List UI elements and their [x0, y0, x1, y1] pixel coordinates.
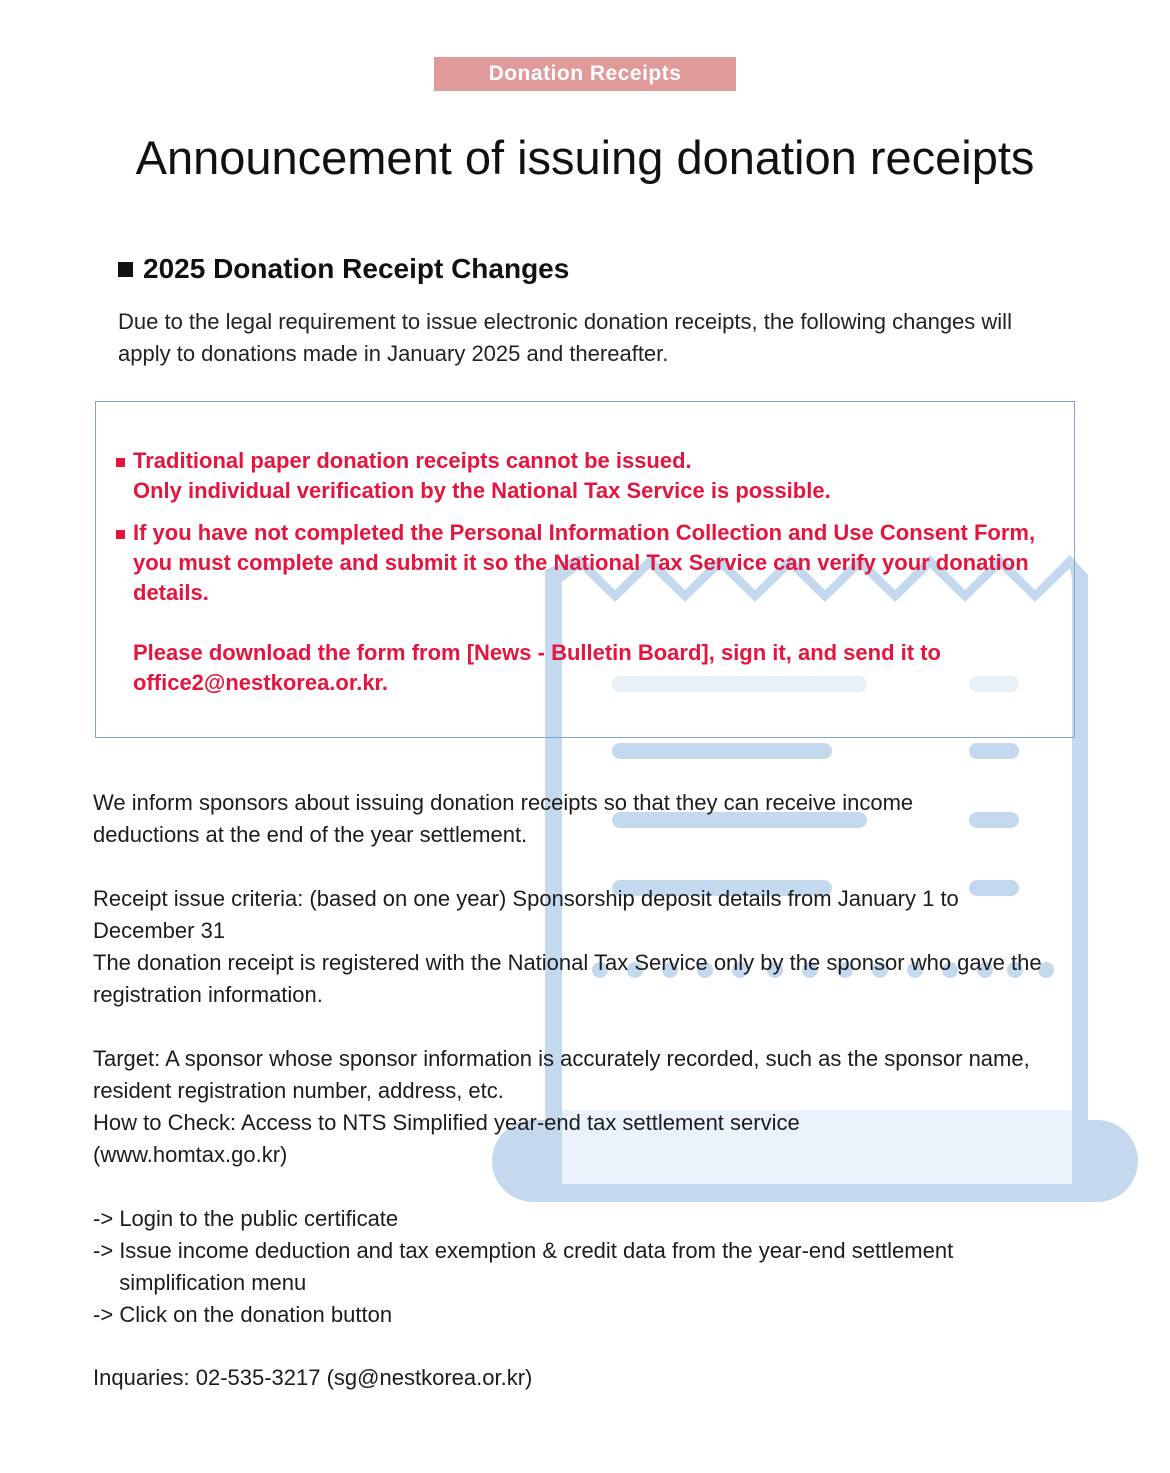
step-2-text: Issue income deduction and tax exemption & credit data from the year-end settlement simplification menu — [119, 1238, 954, 1295]
notice-item2-para1: If you have not completed the Personal Information Collection and Use Consent Form, you must complete and submit it so the National Tax Service can verify your donation details. — [133, 520, 1036, 605]
arrow-icon: -> — [93, 1206, 114, 1231]
step-2 — [93, 1235, 1063, 1299]
section-heading — [118, 253, 569, 285]
arrow-icon: -> — [93, 1302, 114, 1327]
page-title: Announcement of issuing donation receipts — [135, 131, 1035, 184]
notice-item1-line1: Traditional paper donation receipts cannot be issued. — [133, 448, 692, 473]
criteria-text: Receipt issue criteria: (based on one year) Sponsorship deposit details from January 1 to December 31 — [93, 886, 959, 943]
red-square-bullet-icon — [116, 458, 125, 467]
intro-text: We inform sponsors about issuing donation receipts so that they can receive income deductions at the end of the year settlement. — [93, 790, 914, 847]
notice-item-consent-form — [116, 518, 1053, 698]
inquiries-text: Inquaries: 02-535-3217 (sg@nestkorea.or.kr) — [93, 1365, 533, 1390]
how-to-check-text: How to Check: Access to NTS Simplified year-end tax settlement service (www.homtax.go.kr) — [93, 1110, 800, 1167]
notice-item1-line2: Only individual verification by the National Tax Service is possible. — [133, 478, 831, 503]
step-3-text: Click on the donation button — [119, 1302, 393, 1327]
notice-item2-para2: Please download the form from [News - Bulletin Board], sign it, and send it to office2@nestkorea.or.kr. — [133, 640, 941, 695]
red-square-bullet-icon — [116, 530, 125, 539]
step-1 — [93, 1203, 1063, 1235]
notice-item-paper-receipts — [116, 446, 1053, 506]
step-3 — [93, 1299, 1063, 1331]
square-bullet-icon — [118, 262, 133, 277]
arrow-icon: -> — [93, 1238, 114, 1263]
category-badge: Donation Receipts — [434, 57, 736, 91]
section-heading-text: 2025 Donation Receipt Changes — [143, 253, 570, 284]
section-description: Due to the legal requirement to issue electronic donation receipts, the following changes will apply to donations made in January 2025 and thereafter. — [118, 309, 1012, 366]
notice-box — [95, 401, 1075, 738]
step-1-text: Login to the public certificate — [119, 1206, 399, 1231]
target-text: Target: A sponsor whose sponsor information is accurately recorded, such as the sponsor name, resident registration number, address, etc. — [93, 1046, 1030, 1103]
registered-text: The donation receipt is registered with the National Tax Service only by the sponsor who gave the registration information. — [93, 950, 1042, 1007]
